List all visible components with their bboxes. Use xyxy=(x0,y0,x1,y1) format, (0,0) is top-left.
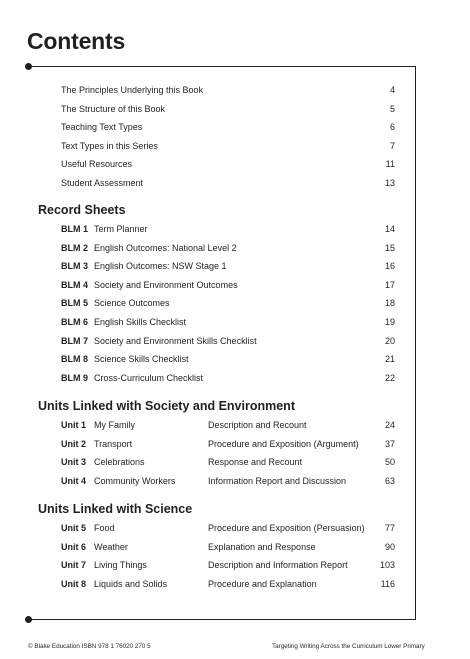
toc-page-number: 13 xyxy=(384,178,395,188)
text-type-description: Description and Information Report xyxy=(208,560,348,571)
page-title: Contents xyxy=(27,28,126,54)
unit-code: Unit 8 xyxy=(61,578,87,589)
unit-code: Unit 3 xyxy=(61,457,87,468)
toc-page-number: 19 xyxy=(384,317,395,327)
toc-entry-title: Transport xyxy=(94,438,133,449)
toc-row xyxy=(0,176,470,190)
toc-page-number: 20 xyxy=(384,335,395,346)
unit-code: Unit 6 xyxy=(61,541,87,552)
toc-page-number: 4 xyxy=(389,85,395,95)
toc-page-number: 24 xyxy=(384,420,395,430)
toc-page-number: 15 xyxy=(384,242,395,253)
toc-entry-title: Celebrations xyxy=(94,457,145,468)
blm-code: BLM 4 xyxy=(61,279,88,290)
toc-entry-title: Society and Environment Outcomes xyxy=(94,279,238,290)
toc-row xyxy=(0,139,470,153)
toc-page-number: 22 xyxy=(384,372,395,383)
toc-row xyxy=(0,418,470,432)
toc-entry-title: Science Skills Checklist xyxy=(94,354,189,365)
unit-code: Unit 5 xyxy=(61,523,87,533)
text-type-description: Explanation and Response xyxy=(208,541,316,552)
toc-entry-title: Food xyxy=(94,523,115,533)
toc-entry-title: Science Outcomes xyxy=(94,298,170,309)
toc-entry-title: Community Workers xyxy=(94,475,176,486)
toc-entry-title: Society and Environment Skills Checklist xyxy=(94,335,257,346)
toc-row xyxy=(0,352,470,366)
toc-page-number: 116 xyxy=(380,578,395,589)
toc-page-number: 6 xyxy=(389,122,395,133)
blm-code: BLM 2 xyxy=(61,242,88,253)
toc-entry-title: English Outcomes: National Level 2 xyxy=(94,242,237,253)
text-type-description: Description and Recount xyxy=(208,420,307,430)
unit-code: Unit 7 xyxy=(61,560,87,571)
toc-entry-title: Term Planner xyxy=(94,224,148,234)
toc-page-number: 103 xyxy=(379,560,395,571)
toc-entry-title: Liquids and Solids xyxy=(94,578,168,589)
text-type-description: Information Report and Discussion xyxy=(208,475,347,486)
toc-entry-title: English Outcomes: NSW Stage 1 xyxy=(94,261,227,272)
section-heading: Units Linked with Society and Environment xyxy=(38,399,295,413)
toc-row xyxy=(0,540,470,554)
toc-page-number: 63 xyxy=(384,475,395,486)
toc-entry-title: English Skills Checklist xyxy=(94,317,187,327)
toc-row xyxy=(0,241,470,255)
toc-entry-title: Useful Resources xyxy=(61,159,133,170)
blm-code: BLM 9 xyxy=(61,372,88,383)
toc-page-number: 16 xyxy=(384,261,395,272)
section-heading: Units Linked with Science xyxy=(38,502,193,516)
toc-page-number: 5 xyxy=(389,103,395,114)
text-type-description: Procedure and Exposition (Persuasion) xyxy=(208,523,365,533)
blm-code: BLM 1 xyxy=(61,224,88,234)
toc-entry-title: My Family xyxy=(94,420,135,430)
toc-row xyxy=(0,296,470,310)
toc-page-number: 17 xyxy=(384,279,395,290)
toc-row xyxy=(0,102,470,116)
toc-page-number: 11 xyxy=(385,159,395,170)
toc-page-number: 37 xyxy=(384,438,395,449)
toc-row xyxy=(0,521,470,535)
toc-row xyxy=(0,120,470,134)
toc-row xyxy=(0,558,470,572)
toc-entry-title: Living Things xyxy=(94,560,147,571)
blm-code: BLM 5 xyxy=(61,298,88,309)
toc-row xyxy=(0,157,470,171)
toc-row xyxy=(0,222,470,236)
blm-code: BLM 8 xyxy=(61,354,88,365)
toc-row xyxy=(0,334,470,348)
unit-code: Unit 1 xyxy=(61,420,87,430)
toc-page-number: 7 xyxy=(389,140,395,151)
toc-row xyxy=(0,474,470,488)
frame-top-line xyxy=(29,66,415,67)
unit-code: Unit 4 xyxy=(61,475,87,486)
toc-row xyxy=(0,259,470,273)
toc-entry-title: Teaching Text Types xyxy=(61,122,143,133)
text-type-description: Procedure and Exposition (Argument) xyxy=(208,438,359,449)
toc-row xyxy=(0,437,470,451)
toc-entry-title: Student Assessment xyxy=(61,178,144,188)
toc-entry-title: Weather xyxy=(94,541,128,552)
blm-code: BLM 3 xyxy=(61,261,88,272)
blm-code: BLM 6 xyxy=(61,317,88,327)
section-heading: Record Sheets xyxy=(38,203,126,217)
toc-entry-title: Text Types in this Series xyxy=(61,140,158,151)
toc-row xyxy=(0,315,470,329)
toc-page-number: 77 xyxy=(384,523,395,533)
frame-bottom-left-dot xyxy=(25,616,32,623)
toc-page-number: 18 xyxy=(384,298,395,309)
toc-row xyxy=(0,371,470,385)
toc-page-number: 14 xyxy=(384,224,395,234)
toc-page-number: 21 xyxy=(384,354,395,365)
text-type-description: Response and Recount xyxy=(208,457,303,468)
toc-entry-title: Cross-Curriculum Checklist xyxy=(94,372,204,383)
frame-bottom-line xyxy=(29,619,416,620)
toc-row xyxy=(0,455,470,469)
toc-entry-title: The Principles Underlying this Book xyxy=(61,85,204,95)
blm-code: BLM 7 xyxy=(61,335,88,346)
unit-code: Unit 2 xyxy=(61,438,87,449)
toc-page-number: 90 xyxy=(384,541,395,552)
toc-row xyxy=(0,278,470,292)
footer xyxy=(28,642,425,651)
footer-book-title: Targeting Writing Across the Curriculum Lower Primary xyxy=(272,643,425,650)
toc-row xyxy=(0,83,470,97)
footer-publisher: © Blake Education ISBN 978 1 76020 270 5 xyxy=(28,643,151,650)
toc-row xyxy=(0,577,470,591)
text-type-description: Procedure and Explanation xyxy=(208,578,317,589)
toc-page-number: 50 xyxy=(384,457,395,468)
toc-entry-title: The Structure of this Book xyxy=(61,103,166,114)
